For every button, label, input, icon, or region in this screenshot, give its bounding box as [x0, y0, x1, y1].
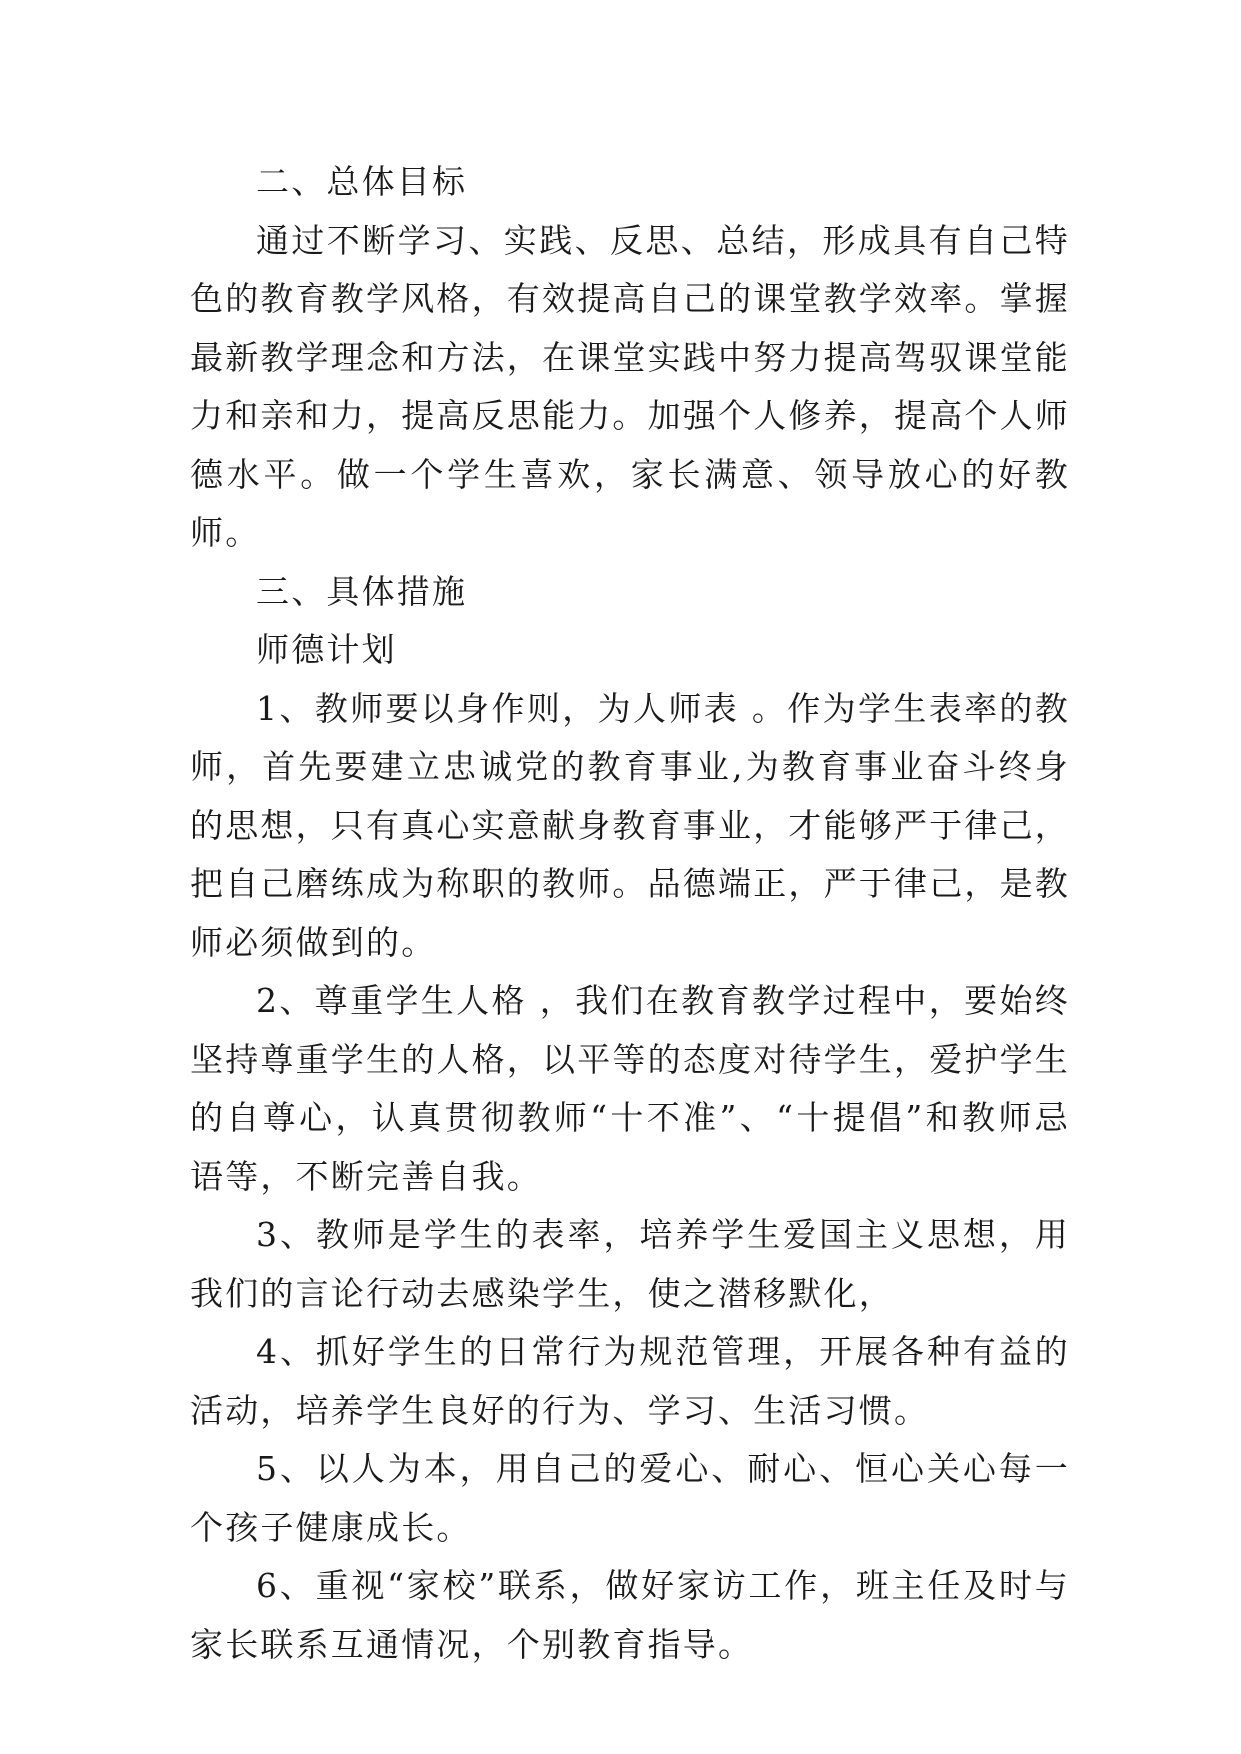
list-item: 3、教师是学生的表率，培养学生爱国主义思想，用我们的言论行动去感染学生，使之潜移默化，: [190, 1215, 1070, 1313]
section-heading-measures: 三、具体措施: [256, 571, 468, 611]
list-item: 1、教师要以身作则，为人师表 。作为学生表率的教师，首先要建立忠诚党的教育事业,为教育事业奋斗终身的思想，只有真心实意献身教育事业，才能够严于律己，把自己磨练成为称职的教师。品德端正，严于律己，是教师必须做到的。: [190, 688, 1070, 962]
paragraph-goal: 通过不断学习、实践、反思、总结，形成具有自己特色的教育教学风格，有效提高自己的课堂教学效率。掌握最新教学理念和方法，在课堂实践中努力提高驾驭课堂能力和亲和力，提高反思能力。加强个人修养，提高个人师德水平。做一个学生喜欢，家长满意、领导放心的好教师。: [190, 220, 1070, 552]
list-item: 2、尊重学生人格 ，我们在教育教学过程中，要始终坚持尊重学生的人格，以平等的态度对待学生，爱护学生的自尊心，认真贯彻教师“十不准”、“十提倡”和教师忌语等，不断完善自我。: [190, 981, 1070, 1196]
list-item: 4、抓好学生的日常行为规范管理，开展各种有益的活动，培养学生良好的行为、学习、生活习惯。: [190, 1332, 1070, 1430]
list-item: 5、以人为本，用自己的爱心、耐心、恒心关心每一个孩子健康成长。: [190, 1449, 1070, 1547]
list-item: 6、重视“家校”联系，做好家访工作，班主任及时与家长联系互通情况，个别教育指导。: [190, 1566, 1070, 1664]
subheading-ethics-plan: 师德计划: [256, 630, 397, 669]
document-body: [190, 153, 1070, 1674]
section-heading-goal: 二、总体目标: [256, 162, 468, 201]
